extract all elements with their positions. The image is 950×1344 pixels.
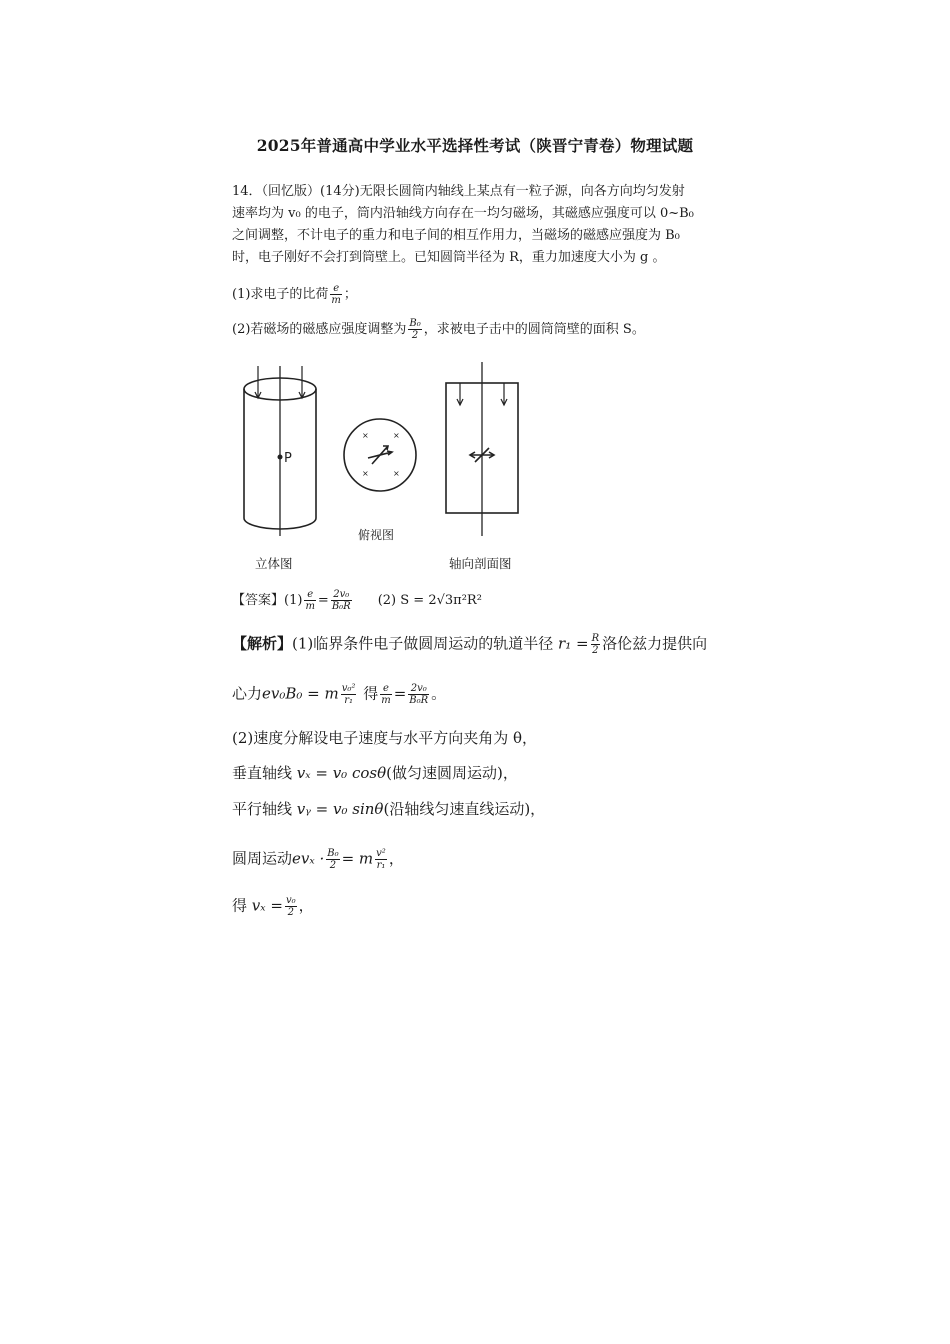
fraction-denominator: m: [305, 601, 315, 612]
analysis-text: 。: [431, 684, 447, 703]
problem-line-3: 之间调整，不计电子的重力和电子间的相互作用力，当磁场的磁感应强度为 B₀: [232, 228, 680, 243]
fraction: [341, 683, 357, 706]
radius-fraction: [591, 633, 601, 656]
question-2-text: (2)若磁场的磁感应强度调整为: [232, 322, 407, 337]
answer-fraction-value: [331, 589, 352, 612]
fraction-numerator: e: [330, 283, 341, 295]
analysis-text: (沿轴线匀速直线运动)，: [383, 800, 546, 818]
answer-part-1-label: (1): [284, 593, 303, 608]
fraction: [380, 683, 391, 706]
analysis-text: 平行轴线: [232, 800, 293, 818]
analysis-line-4: [232, 764, 518, 782]
top-view-label: 俯视图: [358, 528, 395, 542]
caption-3d: 立体图: [255, 556, 293, 571]
fraction-denominator: m: [381, 695, 391, 706]
fraction: [375, 848, 387, 871]
charge-mass-fraction: [330, 283, 341, 306]
formula: vₓ =: [251, 896, 283, 915]
cross-mark: ×: [393, 469, 400, 478]
formula: r₁ =: [558, 634, 589, 653]
question-1-suffix: ；: [343, 287, 357, 302]
problem-line-4: 时，电子刚好不会打到筒壁上。已知圆筒半径为 R，重力加速度大小为 g 。: [232, 250, 666, 265]
analysis-text: 圆周运动: [232, 849, 293, 868]
analysis-label: 【解析】: [232, 634, 293, 653]
analysis-line-2: [232, 683, 446, 706]
problem-line-2: 速率均为 v₀ 的电子，筒内沿轴线方向存在一均匀磁场，其磁感应强度可以 0~B₀: [232, 206, 694, 221]
fraction: [285, 895, 297, 918]
question-2-suffix: ，求被电子击中的圆筒筒壁的面积 S。: [423, 322, 645, 337]
problem-line-1: 14．（回忆版）(14分)无限长圆筒内轴线上某点有一粒子源，向各方向均匀发射: [232, 184, 685, 199]
fraction-numerator: e: [304, 589, 315, 601]
fraction-denominator: 2: [329, 860, 337, 871]
fraction-numerator: e: [380, 683, 391, 695]
fraction-denominator: 2: [411, 330, 419, 341]
fraction-denominator: B₀R: [409, 695, 429, 706]
analysis-text: 得: [232, 896, 248, 915]
analysis-text: 洛伦兹力提供向: [602, 634, 708, 653]
page-title: 2025年普通高中学业水平选择性考试（陕晋宁青卷）物理试题: [256, 136, 694, 155]
formula: ev₀B₀ = m: [262, 684, 339, 703]
fraction-denominator: r₁: [344, 695, 353, 706]
equals-sign: =: [317, 593, 329, 608]
answer: [232, 589, 482, 612]
analysis-line-3: (2)速度分解设电子速度与水平方向夹角为 θ，: [232, 729, 538, 747]
caption-section: 轴向剖面图: [449, 556, 512, 571]
formula: vᵧ = v₀ sinθ: [296, 800, 384, 818]
field-fraction: [408, 318, 421, 341]
analysis-line-7: [232, 895, 314, 918]
analysis-text: (1)临界条件电子做圆周运动的轨道半径: [292, 634, 554, 653]
figure: [230, 358, 540, 548]
analysis-line-1: [232, 633, 707, 656]
fraction-numerator: 2v₀: [408, 683, 429, 695]
question-1-text: (1)求电子的比荷: [232, 287, 329, 302]
cross-mark: ×: [362, 431, 369, 440]
fraction-numerator: B₀: [327, 848, 339, 859]
analysis-line-5: [232, 800, 546, 818]
fraction-numerator: v₀²: [341, 683, 356, 694]
fraction-numerator: v₀: [285, 895, 296, 906]
fraction-denominator: 2: [592, 645, 599, 656]
cross-mark: ×: [393, 431, 400, 440]
fraction: [326, 848, 339, 871]
analysis-text: ，: [388, 849, 404, 868]
analysis-text: 得: [363, 684, 379, 703]
question-2: [232, 318, 645, 341]
cylinder-3d: [244, 366, 316, 536]
fraction-denominator: m: [331, 295, 341, 306]
formula: evₓ ·: [292, 849, 325, 868]
formula: = m: [341, 849, 374, 868]
cross-mark: ×: [362, 469, 369, 478]
analysis-text: 心力: [232, 684, 263, 703]
analysis-text: 垂直轴线: [232, 764, 293, 782]
fraction-denominator: B₀R: [331, 601, 351, 612]
top-view: [344, 419, 416, 542]
question-1: [232, 283, 357, 306]
axial-section: [446, 362, 518, 536]
point-label: P: [284, 451, 292, 466]
formula: vₓ = v₀ cosθ: [296, 764, 387, 782]
fraction-numerator: 2v₀: [331, 589, 352, 601]
fraction-denominator: r₁: [376, 860, 386, 871]
fraction-denominator: 2: [287, 907, 294, 918]
analysis-text: ，: [298, 896, 314, 915]
fraction-numerator: B₀: [409, 318, 421, 329]
answer-part-2: (2) S = 2√3π²R²: [377, 593, 482, 608]
fraction-numerator: R: [591, 633, 600, 644]
fraction: [408, 683, 429, 706]
analysis-text: (做匀速圆周运动)，: [386, 764, 518, 782]
analysis-line-6: [232, 848, 404, 871]
answer-label: 【答案】: [232, 593, 285, 608]
fraction-numerator: v²: [376, 848, 386, 859]
answer-fraction-e-m: [304, 589, 315, 612]
source-point: [278, 455, 283, 460]
equals-sign: =: [393, 684, 407, 703]
